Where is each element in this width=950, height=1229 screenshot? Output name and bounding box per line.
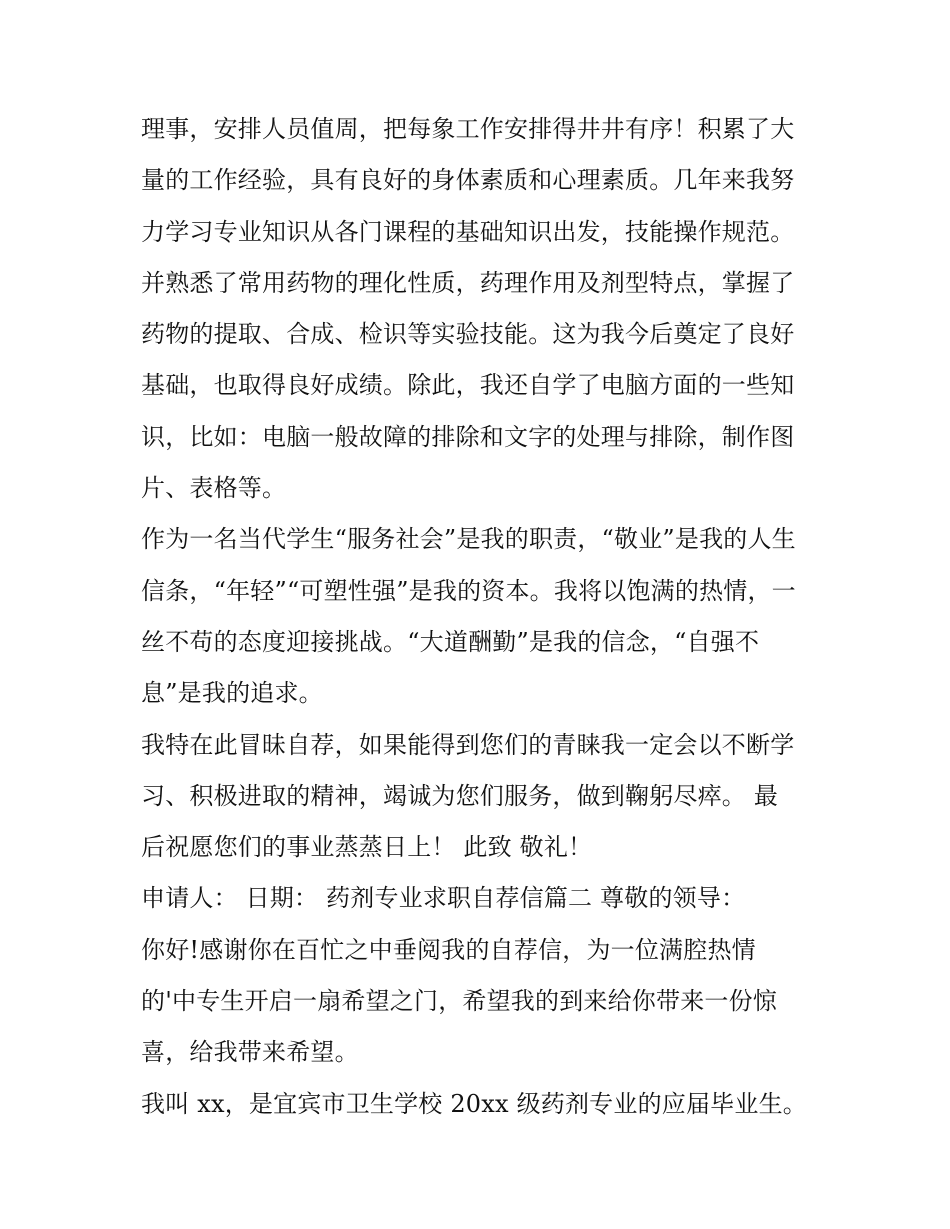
text-line-13: 我特在此冒昧自荐，如果能得到您们的青睐我一定会以不断学	[141, 730, 795, 759]
text-line-17: 你好!感谢你在百忙之中垂阅我的自荐信，为一位满腔热情	[141, 935, 756, 964]
text-line-18: 的'中专生开启一扇希望之门，希望我的到来给你带来一份惊	[141, 987, 777, 1016]
letter-body	[141, 104, 821, 1130]
text-line-11: 丝不苟的态度迎接挑战。“大道酬勤”是我的信念，“自强不	[141, 627, 760, 656]
text-line-15: 后祝愿您们的事业蒸蒸日上！ 此致 敬礼！	[141, 833, 593, 862]
text-line-20: 我叫 xx，是宜宾市卫生学校 20xx 级药剂专业的应届毕业生。	[141, 1089, 807, 1118]
text-line-4: 并熟悉了常用药物的理化性质，药理作用及剂型特点，掌握了	[141, 268, 795, 297]
text-line-12: 息”是我的追求。	[141, 679, 323, 708]
text-line-2: 量的工作经验，具有良好的身体素质和心理素质。几年来我努	[141, 166, 795, 195]
text-line-19: 喜，给我带来希望。	[141, 1038, 359, 1067]
text-line-10: 信条，“年轻”“可塑性强”是我的资本。我将以饱满的热情，一	[141, 576, 796, 605]
text-line-14: 习、积极进取的精神，竭诚为您们服务，做到鞠躬尽瘁。 最	[141, 781, 779, 810]
text-line-1: 理事，安排人员值周，把每象工作安排得井井有序！积累了大	[141, 115, 795, 143]
text-line-6: 基础，也取得良好成绩。除此，我还自学了电脑方面的一些知	[141, 371, 795, 400]
text-line-7: 识，比如：电脑一般故障的排除和文字的处理与排除，制作图	[141, 422, 795, 451]
text-line-9: 作为一名当代学生“服务社会”是我的职责，“敬业”是我的人生	[141, 525, 796, 554]
text-line-16: 申请人： 日期： 药剂专业求职自荐信篇二 尊敬的领导：	[141, 884, 746, 913]
text-line-8: 片、表格等。	[141, 474, 287, 503]
text-line-3: 力学习专业知识从各门课程的基础知识出发，技能操作规范。	[141, 217, 795, 246]
text-line-5: 药物的提取、合成、检识等实验技能。这为我今后奠定了良好	[141, 320, 795, 349]
